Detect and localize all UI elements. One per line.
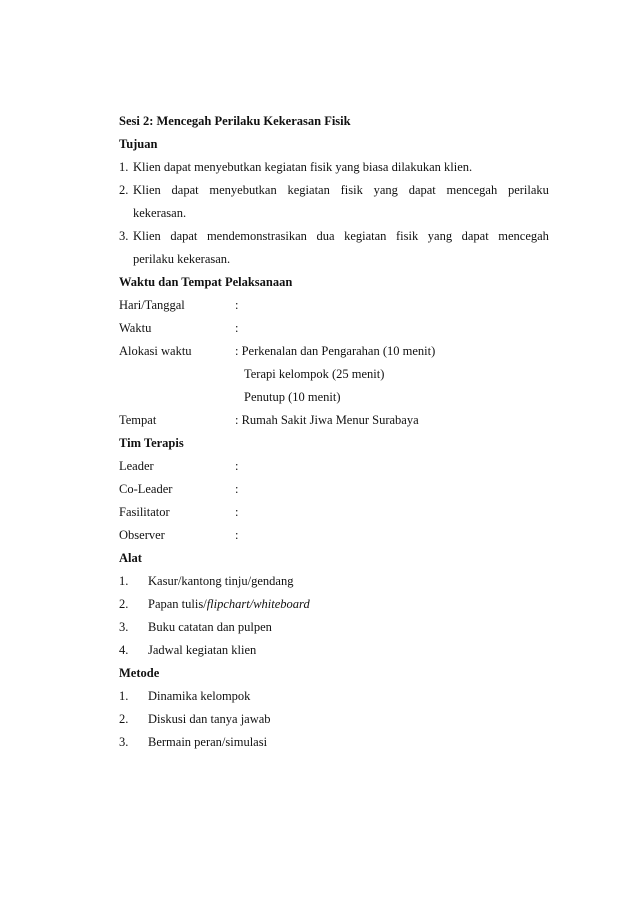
waktu-label: Waktu	[119, 321, 152, 335]
metode-heading: Metode	[119, 666, 160, 680]
alat-heading: Alat	[119, 551, 142, 565]
alat-item-number: 2.	[119, 597, 129, 611]
tim-row-observer	[119, 524, 549, 547]
alokasi-label: Alokasi waktu	[119, 344, 192, 358]
alat-item-text	[148, 593, 310, 616]
metode-item	[119, 708, 549, 731]
metode-item	[119, 731, 549, 754]
waktu-heading: Waktu dan Tempat Pelaksanaan	[119, 275, 293, 289]
word: yang	[427, 229, 453, 243]
tim-value: :	[235, 459, 239, 473]
tempat-label: Tempat	[119, 413, 157, 427]
metode-item-number: 2.	[119, 712, 129, 726]
word: Klien	[133, 229, 161, 243]
metode-item-text: Diskusi dan tanya jawab	[148, 712, 271, 726]
metode-item-text: Bermain peran/simulasi	[148, 735, 268, 749]
word: dapat	[170, 229, 198, 243]
hari-label: Hari/Tanggal	[119, 298, 185, 312]
word: kegiatan	[344, 229, 387, 243]
tujuan-item-3-line2: perilaku kekerasan.	[133, 252, 231, 266]
tim-row-leader	[119, 455, 549, 478]
tim-label: Leader	[119, 459, 154, 473]
tim-row-fasilitator	[119, 501, 549, 524]
tujuan-item-3-number: 3.	[119, 229, 129, 243]
hari-row	[119, 294, 549, 317]
tujuan-item-2-line1	[133, 179, 549, 202]
alat-item	[119, 593, 549, 616]
alat-item-number: 3.	[119, 620, 129, 634]
tempat-value: : Rumah Sakit Jiwa Menur Surabaya	[235, 413, 419, 427]
word: mencegah	[498, 229, 549, 243]
word: menyebutkan	[209, 183, 277, 197]
tim-value: :	[235, 528, 239, 542]
tim-label: Observer	[119, 528, 165, 542]
word: dapat	[171, 183, 199, 197]
tim-heading: Tim Terapis	[119, 436, 184, 450]
alat-item-text: Kasur/kantong tinju/gendang	[148, 574, 294, 588]
tujuan-heading: Tujuan	[119, 137, 158, 151]
alokasi-value-2: Terapi kelompok (25 menit)	[244, 367, 385, 381]
alat-item-number: 1.	[119, 574, 129, 588]
waktu-row	[119, 317, 549, 340]
hari-value: :	[235, 298, 239, 312]
word: Klien	[133, 183, 161, 197]
alokasi-row	[119, 340, 549, 363]
alat-item-text: Jadwal kegiatan klien	[148, 643, 257, 657]
word: fisik	[395, 229, 419, 243]
alokasi-value-3: Penutup (10 menit)	[244, 390, 341, 404]
tempat-row	[119, 409, 549, 432]
alokasi-value-1: : Perkenalan dan Pengarahan (10 menit)	[235, 344, 436, 358]
tim-label: Fasilitator	[119, 505, 170, 519]
word: dapat	[461, 229, 489, 243]
word: perilaku	[507, 183, 549, 197]
word: fisik	[340, 183, 363, 197]
alat-item-text-plain: Papan tulis/	[148, 597, 207, 611]
document-page	[119, 110, 549, 754]
tujuan-item-2	[119, 179, 549, 202]
word: mendemonstrasikan	[206, 229, 307, 243]
alat-item	[119, 570, 549, 593]
tim-value: :	[235, 505, 239, 519]
metode-item-number: 1.	[119, 689, 129, 703]
word: yang	[373, 183, 398, 197]
word: mencegah	[446, 183, 498, 197]
tujuan-item-2-number: 2.	[119, 183, 129, 197]
tujuan-item-1	[119, 156, 549, 179]
tujuan-item-3	[119, 225, 549, 248]
word: dua	[316, 229, 335, 243]
metode-item	[119, 685, 549, 708]
tujuan-item-3-line1	[133, 225, 549, 248]
tujuan-item-1-text: Klien dapat menyebutkan kegiatan fisik yang biasa dilakukan klien.	[133, 160, 473, 174]
tim-label: Co-Leader	[119, 482, 173, 496]
word: dapat	[408, 183, 436, 197]
session-title: Sesi 2: Mencegah Perilaku Kekerasan Fisik	[119, 114, 351, 128]
tujuan-item-2-line2: kekerasan.	[133, 206, 187, 220]
alat-item-text-italic: flipchart/whiteboard	[206, 597, 310, 611]
tim-value: :	[235, 482, 239, 496]
waktu-value: :	[235, 321, 239, 335]
alat-item-number: 4.	[119, 643, 129, 657]
alat-item-text: Buku catatan dan pulpen	[148, 620, 272, 634]
word: kegiatan	[287, 183, 330, 197]
tim-row-co-leader	[119, 478, 549, 501]
alat-item	[119, 639, 549, 662]
tujuan-item-1-number: 1.	[119, 160, 129, 174]
alat-item	[119, 616, 549, 639]
metode-item-text: Dinamika kelompok	[148, 689, 251, 703]
metode-item-number: 3.	[119, 735, 129, 749]
